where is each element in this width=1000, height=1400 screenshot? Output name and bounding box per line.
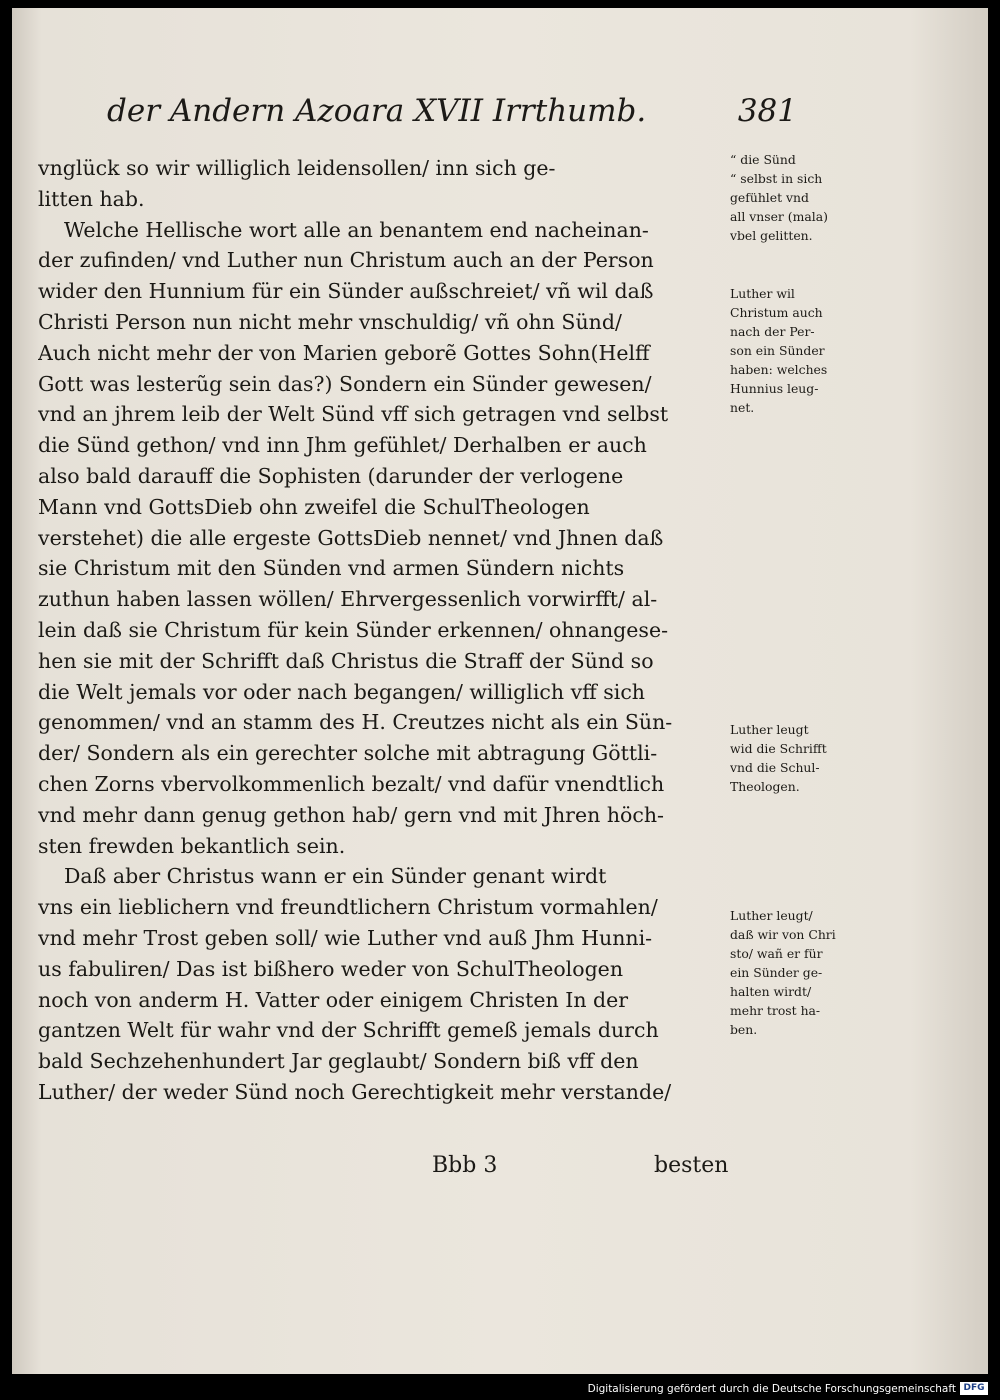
margin-note-line: wid die Schrifft <box>730 741 827 756</box>
text-line: sten frewden bekantlich sein. <box>38 833 346 858</box>
text-line: Daß aber Christus wann er ein Sünder genant wirdt <box>64 864 607 889</box>
margin-note-line: son ein Sünder <box>730 343 825 358</box>
text-line: vnglück so wir williglich leidensollen/ inn sich ge- <box>38 156 556 180</box>
margin-note-line: halten wirdt/ <box>730 984 812 999</box>
funding-credit-bar <box>0 1378 1000 1400</box>
text-line: gantzen Welt für wahr vnd der Schrifft gemeß jemals durch <box>38 1018 659 1043</box>
text-line: verstehet) die alle ergeste GottsDieb nennet/ vnd Jhnen daß <box>38 525 664 550</box>
text-line: zuthun haben lassen wöllen/ Ehrvergessenlich vorwirfft/ al- <box>38 587 658 612</box>
margin-note-line: Hunnius leug- <box>730 381 819 396</box>
margin-note-line: mehr trost ha- <box>730 1003 821 1018</box>
margin-note <box>730 906 870 1039</box>
margin-note-line: Theologen. <box>730 779 800 794</box>
margin-note-line: “ selbst in sich <box>730 171 823 186</box>
margin-note-line: nach der Per- <box>730 324 815 339</box>
margin-note-line: “ die Sünd <box>730 152 796 167</box>
text-line: die Welt jemals vor oder nach begangen/ williglich vff sich <box>38 679 646 704</box>
text-line: also bald darauff die Sophisten (darunder der verlogene <box>38 463 624 488</box>
text-line: hen sie mit der Schrifft daß Christus die Straff der Sünd so <box>38 648 654 673</box>
margin-note-line: daß wir von Chri <box>730 927 836 942</box>
text-line: chen Zorns vbervolkommenlich bezalt/ vnd dafür vnendtlich <box>38 771 665 796</box>
scanned-page <box>12 8 988 1374</box>
catchword: besten <box>654 1153 729 1178</box>
text-line: sie Christum mit den Sünden vnd armen Sündern nichts <box>38 556 625 581</box>
margin-note-line: all vnser (mala) <box>730 209 828 224</box>
margin-note-line: vbel gelitten. <box>730 228 813 243</box>
text-line: Welche Hellische wort alle an benantem end nacheinan- <box>64 217 649 242</box>
margin-note-line: net. <box>730 400 755 415</box>
text-line: vnd mehr dann genug gethon hab/ gern vnd mit Jhren höch- <box>38 802 664 827</box>
margin-note-line: ein Sünder ge- <box>730 965 823 980</box>
text-line: genommen/ vnd an stamm des H. Creutzes nicht als ein Sün- <box>38 710 673 735</box>
dfg-logo: DFG <box>960 1382 988 1395</box>
page-header <box>107 93 797 137</box>
margin-note-line: haben: welches <box>730 362 828 377</box>
text-line: Auch nicht mehr der von Marien geborẽ Gottes Sohn(Helff <box>38 340 650 365</box>
text-line: vnd mehr Trost geben soll/ wie Luther vnd auß Jhm Hunni- <box>38 925 653 950</box>
signature-mark: Bbb 3 <box>432 1153 498 1178</box>
margin-note-line: sto/ wañ er für <box>730 946 823 961</box>
text-line: Mann vnd GottsDieb ohn zweifel die SchulTheologen <box>38 494 590 519</box>
margin-note <box>730 284 870 417</box>
running-title: der Andern Azoara XVII Irrthumb. <box>107 93 647 129</box>
funding-credit-text: Digitalisierung gefördert durch die Deutsche Forschungsgemeinschaft <box>587 1383 956 1395</box>
page-footer <box>432 1153 732 1185</box>
text-line: vns ein lieblichern vnd freundtlichern Christum vormahlen/ <box>38 895 658 920</box>
text-line: Luther/ der weder Sünd noch Gerechtigkeit mehr verstande/ <box>38 1079 672 1104</box>
margin-note-line: Luther leugt/ <box>730 908 813 923</box>
text-line: us fabuliren/ Das ist bißhero weder von SchulTheologen <box>38 956 624 981</box>
text-line: litten hab. <box>38 186 145 211</box>
text-line: Gott was lesterũg sein das?) Sondern ein Sünder gewesen/ <box>38 371 652 396</box>
margin-note <box>730 720 870 796</box>
text-line: noch von anderm H. Vatter oder einigem Christen In der <box>38 987 629 1012</box>
page-number: 381 <box>737 93 797 129</box>
text-line: lein daß sie Christum für kein Sünder erkennen/ ohnangese- <box>38 617 669 642</box>
margin-note <box>730 150 870 245</box>
main-text-block <box>38 153 728 1108</box>
text-line: Christi Person nun nicht mehr vnschuldig/ vñ ohn Sünd/ <box>38 309 622 334</box>
text-line: wider den Hunnium für ein Sünder außschreiet/ vñ wil daß <box>38 279 654 304</box>
text-line: vnd an jhrem leib der Welt Sünd vff sich getragen vnd selbst <box>38 402 669 427</box>
margin-note-line: ben. <box>730 1022 758 1037</box>
margin-note-line: vnd die Schul- <box>730 760 820 775</box>
margin-note-line: Luther leugt <box>730 722 809 737</box>
margin-note-line: Christum auch <box>730 305 823 320</box>
text-line: bald Sechzehenhundert Jar geglaubt/ Sondern biß vff den <box>38 1049 639 1074</box>
margin-note-line: Luther wil <box>730 286 795 301</box>
margin-note-line: gefühlet vnd <box>730 190 809 205</box>
text-line: der zufinden/ vnd Luther nun Christum auch an der Person <box>38 248 654 273</box>
text-line: der/ Sondern als ein gerechter solche mit abtragung Göttli- <box>38 741 658 766</box>
text-line: die Sünd gethon/ vnd inn Jhm gefühlet/ Derhalben er auch <box>38 433 647 458</box>
